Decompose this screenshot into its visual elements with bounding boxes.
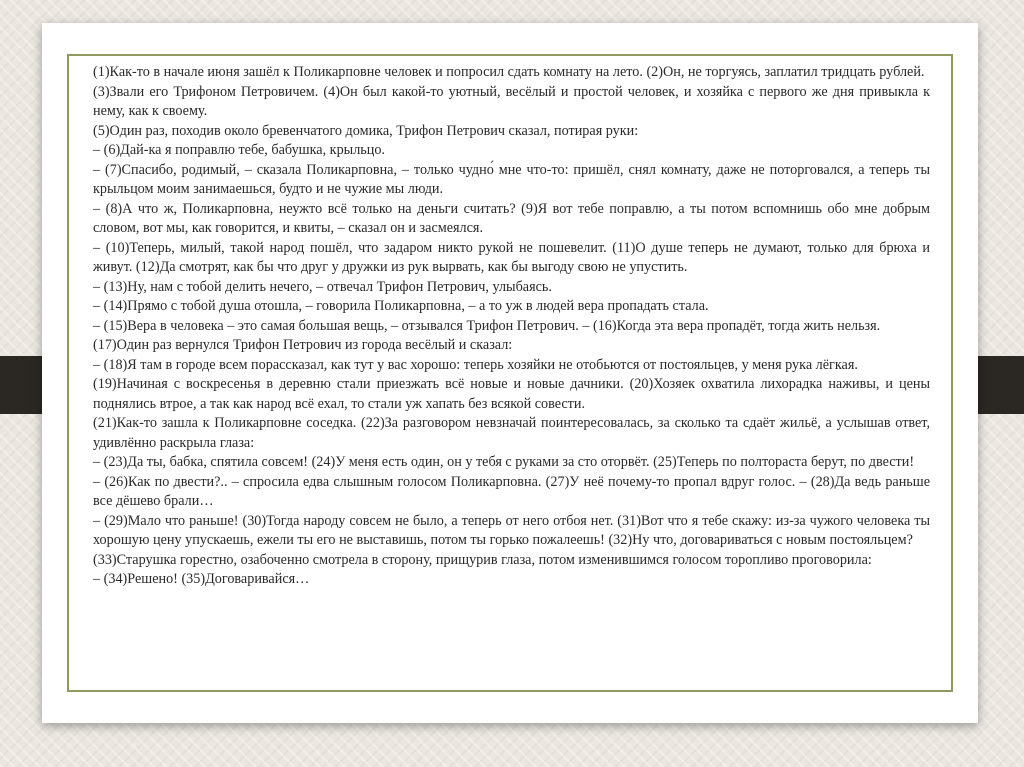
paragraph: (3)Звали его Трифоном Петровичем. (4)Он был какой-то уютный, весёлый и простой человек, и хозяйка с первого же дня привыкла к нему, как к своему. [93, 83, 930, 119]
paragraph: – (23)Да ты, бабка, спятила совсем! (24)У меня есть один, он у тебя с руками за сто оторвёт. (25)Теперь по полтораста берут, по двести! [93, 454, 915, 470]
paragraph: – (34)Решено! (35)Договаривайся… [93, 571, 310, 587]
paragraph: (19)Начиная с воскресенья в деревню стали приезжать всё новые и новые дачники. (20)Хозяек охватила лихорадка наживы, и цены поднялись втрое, а так как народ всё ехал, то стали уж хапать без всякой совести. [93, 376, 930, 412]
paragraph: (1)Как-то в начале июня зашёл к Поликарповне человек и попросил сдать комнату на лето. (2)Он, не торгуясь, заплатил тридцать рублей. [93, 64, 925, 80]
paragraph: – (15)Вера в человека – это самая большая вещь, – отзывался Трифон Петрович. – (16)Когда эта вера пропадёт, тогда жить нельзя. [93, 317, 881, 334]
paragraph: (21)Как-то зашла к Поликарповне соседка. (22)За разговором невзначай поинтересовалась, за сколько та сдаёт жильё, а услышав ответ, удивлённо раскрыла глаза: [93, 415, 930, 451]
paragraph: – (18)Я там в городе всем порассказал, как тут у вас хорошо: теперь хозяйки не отобьются от постояльцев, у меня рука лёгкая. [93, 356, 858, 373]
text-block [93, 63, 930, 590]
paragraph: (33)Старушка горестно, озабоченно смотрела в сторону, прищурив глаза, потом изменившимся голосом торопливо проговорила: [93, 551, 872, 568]
paragraph: – (6)Дай-ка я поправлю тебе, бабушка, крыльцо. [93, 142, 385, 158]
paragraph: – (29)Мало что раньше! (30)Тогда народу совсем не было, а теперь от него отбоя нет. (31)Вот что я тебе скажу: из-за чужого человека ты хорошую цену упускаешь, ежели ты его не выставишь, потом ты горько пожалеешь! (32)Ну что, договариваться с новым постояльцем? [93, 512, 930, 548]
paragraph: – (8)А что ж, Поликарповна, неужто всё только на деньги считать? (9)Я вот тебе поправлю, а ты потом вспомнишь обо мне добрым словом, вот мы, как говорится, и квиты, – сказал он и засмеялся. [93, 200, 930, 236]
slide [42, 23, 978, 723]
paragraph: (5)Один раз, походив около бревенчатого домика, Трифон Петрович сказал, потирая руки: [93, 122, 639, 139]
paragraph: – (10)Теперь, милый, такой народ пошёл, что задаром никто рукой не пошевелит. (11)О душе теперь не думают, только для брюха и живут. (12)Да смотрят, как бы что друг у дружки из рук вырвать, как бы выгоду свою не упустить. [93, 239, 930, 275]
paragraph: – (7)Спасибо, родимый, – сказала Поликарповна, – только чудно́ мне что-то: пришёл, снял комнату, даже не поторговался, а теперь ты крыльцом моим занимаешься, будто и не чужие мы люди. [93, 161, 930, 197]
paragraph: – (26)Как по двести?.. – спросила едва слышным голосом Поликарповна. (27)У неё почему-то пропал вдруг голос. – (28)Да ведь раньше все дёшево брали… [93, 473, 930, 509]
paragraph: (17)Один раз вернулся Трифон Петрович из города весёлый и сказал: [93, 337, 513, 353]
paragraph: – (13)Ну, нам с тобой делить нечего, – отвечал Трифон Петрович, улыбаясь. [93, 278, 552, 295]
paragraph: – (14)Прямо с тобой душа отошла, – говорила Поликарповна, – а то уж в людей вера пропадать стала. [93, 298, 709, 314]
